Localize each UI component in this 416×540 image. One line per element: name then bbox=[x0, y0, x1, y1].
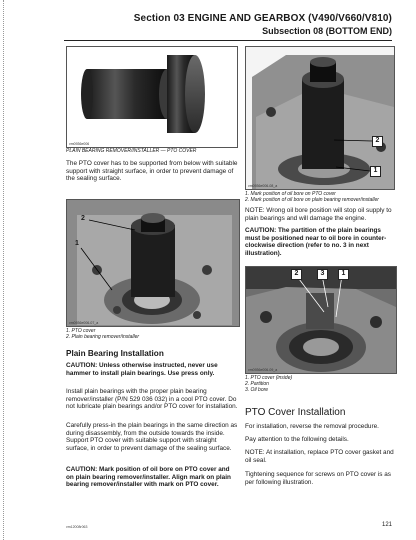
bearing-tool-illustration bbox=[67, 47, 237, 147]
paragraph-tightening-sequence: Tightening sequence for screws on PTO cover is as per following illustration. bbox=[245, 471, 391, 486]
figure-id: vm0936e006-08_a bbox=[248, 184, 278, 188]
legend-item: 2. Partition bbox=[245, 381, 269, 388]
caution-partition: CAUTION: The partition of the plain bearings must be positioned near to oil bore in counter-clockwise direction (refer to no. 3 in next illustration). bbox=[245, 227, 387, 257]
figure-oil-bore-mark bbox=[245, 46, 395, 190]
legend-item: 1. PTO cover bbox=[66, 328, 96, 334]
footer-code: vm12008r063 bbox=[66, 525, 88, 529]
partition-oil-bore-photo bbox=[246, 267, 396, 373]
legend-item: 3. Oil bore bbox=[245, 387, 269, 394]
callout-1: 1 bbox=[338, 269, 349, 280]
caution-no-hammer: CAUTION: Unless otherwise instructed, never use hammer to install plain bearings. Use press only. bbox=[66, 362, 218, 377]
subsection-header: Subsection 08 (BOTTOM END) bbox=[262, 26, 392, 36]
figure-pto-cover-tool bbox=[66, 199, 240, 327]
note-replace-gasket: NOTE: At installation, replace PTO cover gasket and oil seal. bbox=[245, 449, 394, 464]
legend-item: 1. Mark position of oil bore on PTO cover bbox=[245, 191, 336, 197]
callout-3: 3 bbox=[317, 269, 328, 280]
heading-plain-bearing-installation: Plain Bearing Installation bbox=[66, 349, 164, 358]
figure-legend bbox=[245, 191, 395, 203]
callout-1: 1 bbox=[370, 166, 381, 177]
callout-2: 2 bbox=[291, 269, 302, 280]
heading-pto-cover-installation: PTO Cover Installation bbox=[245, 407, 346, 418]
section-header: Section 03 ENGINE AND GEARBOX (V490/V660/V810) bbox=[133, 13, 392, 24]
figure-id: vm0936e006-07_a bbox=[69, 321, 99, 325]
paragraph-reverse-removal: For installation, reverse the removal procedure. bbox=[245, 423, 379, 430]
legend-item: 1. PTO cover (inside) bbox=[245, 375, 293, 381]
legend-item: 2. Mark position of oil bore on plain bearing remover/installer bbox=[245, 197, 379, 204]
paragraph-install-bearings: Install plain bearings with the proper plain bearing remover/installer (P/N 529 036 032) in a cool PTO cover. Do not lubricate plain bearings and/or PTO cover for installation. bbox=[66, 388, 238, 411]
pto-cover-tool-photo bbox=[67, 200, 239, 326]
figure-legend bbox=[245, 375, 395, 394]
figure-legend bbox=[66, 328, 236, 340]
callout-2: 2 bbox=[372, 136, 383, 147]
paragraph-attention: Pay attention to the following details. bbox=[245, 436, 349, 443]
margin-guide bbox=[3, 0, 5, 540]
callout-1: 1 bbox=[75, 240, 79, 247]
paragraph-press-in: Carefully press-in the plain bearings in the same direction as during disassembly, from the outside towards the inside. Support PTO cover with suitable support with straight surface, in order to prevent damage of the sealing surface. bbox=[66, 422, 238, 452]
figure-id: vm0936e006 bbox=[69, 142, 90, 146]
figure-partition-oil-bore bbox=[245, 266, 397, 374]
callout-2: 2 bbox=[81, 215, 85, 222]
figure-bearing-tool bbox=[66, 46, 238, 148]
figure-id: vm0936e006-09_a bbox=[248, 368, 278, 372]
header-rule bbox=[64, 40, 392, 41]
page-number: 121 bbox=[381, 522, 392, 528]
caution-mark-oil-bore: CAUTION: Mark position of oil bore on PTO cover and on plain bearing remover/installer. Align mark on plain bearing remover/installer with mark on PTO cover. bbox=[66, 466, 231, 489]
note-wrong-oil-bore: NOTE: Wrong oil bore position will stop oil supply to plain bearings and will damage the engine. bbox=[245, 207, 392, 222]
figure-caption: PLAIN BEARING REMOVER/INSTALLER — PTO COVER bbox=[66, 148, 197, 154]
legend-item: 2. Plain bearing remover/installer bbox=[66, 334, 140, 341]
paragraph-support: The PTO cover has to be supported from below with suitable support with straight surface, in order to prevent damage of the sealing surface. bbox=[66, 160, 238, 183]
